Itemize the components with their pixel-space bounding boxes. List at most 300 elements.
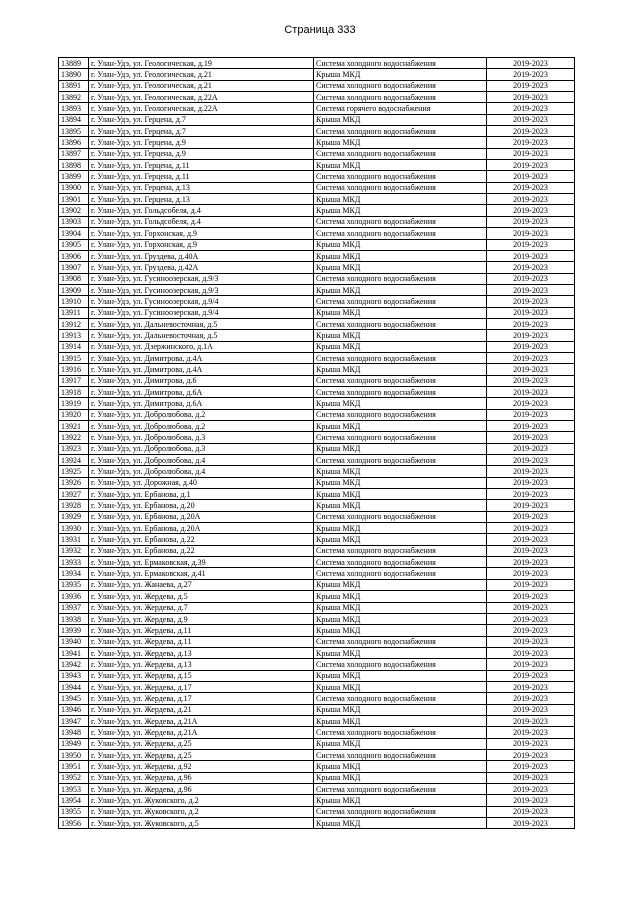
- table-row: [59, 670, 575, 681]
- address-cell: г. Улан-Удэ, ул. Геологическая, д.22А: [89, 92, 314, 103]
- work-type-cell: Система холодного водоснабжения: [314, 545, 487, 556]
- work-type-cell: Система холодного водоснабжения: [314, 784, 487, 795]
- period-cell: 2019-2023: [487, 92, 575, 103]
- row-number-cell: 13943: [59, 670, 89, 681]
- row-number-cell: 13929: [59, 511, 89, 522]
- table-row: [59, 398, 575, 409]
- period-cell: 2019-2023: [487, 670, 575, 681]
- row-number-cell: 13902: [59, 205, 89, 216]
- work-type-cell: Система холодного водоснабжения: [314, 148, 487, 159]
- period-cell: 2019-2023: [487, 738, 575, 749]
- work-type-cell: Крыша МКД: [314, 398, 487, 409]
- period-cell: 2019-2023: [487, 137, 575, 148]
- address-cell: г. Улан-Удэ, ул. Дзержинского, д.1А: [89, 341, 314, 352]
- address-cell: г. Улан-Удэ, ул. Ербанова, д.22: [89, 545, 314, 556]
- work-type-cell: Крыша МКД: [314, 466, 487, 477]
- table-row: [59, 772, 575, 783]
- period-cell: 2019-2023: [487, 126, 575, 137]
- period-cell: 2019-2023: [487, 296, 575, 307]
- address-cell: г. Улан-Удэ, ул. Герцена, д.11: [89, 171, 314, 182]
- address-cell: г. Улан-Удэ, ул. Жердева, д.13: [89, 647, 314, 658]
- row-number-cell: 13916: [59, 364, 89, 375]
- period-cell: 2019-2023: [487, 443, 575, 454]
- table-row: [59, 126, 575, 137]
- row-number-cell: 13932: [59, 545, 89, 556]
- period-cell: 2019-2023: [487, 500, 575, 511]
- work-type-cell: Крыша МКД: [314, 715, 487, 726]
- row-number-cell: 13944: [59, 681, 89, 692]
- row-number-cell: 13909: [59, 284, 89, 295]
- row-number-cell: 13892: [59, 92, 89, 103]
- work-type-cell: Система холодного водоснабжения: [314, 92, 487, 103]
- table-row: [59, 262, 575, 273]
- table-row: [59, 284, 575, 295]
- table-row: [59, 92, 575, 103]
- period-cell: 2019-2023: [487, 761, 575, 772]
- row-number-cell: 13936: [59, 591, 89, 602]
- table-row: [59, 557, 575, 568]
- period-cell: 2019-2023: [487, 659, 575, 670]
- row-number-cell: 13924: [59, 455, 89, 466]
- period-cell: 2019-2023: [487, 114, 575, 125]
- work-type-cell: Система холодного водоснабжения: [314, 749, 487, 760]
- row-number-cell: 13921: [59, 421, 89, 432]
- row-number-cell: 13896: [59, 137, 89, 148]
- work-type-cell: Крыша МКД: [314, 500, 487, 511]
- period-cell: 2019-2023: [487, 341, 575, 352]
- work-type-cell: Крыша МКД: [314, 761, 487, 772]
- row-number-cell: 13904: [59, 228, 89, 239]
- address-cell: г. Улан-Удэ, ул. Жуковского, д.5: [89, 818, 314, 829]
- row-number-cell: 13927: [59, 489, 89, 500]
- period-cell: 2019-2023: [487, 194, 575, 205]
- period-cell: 2019-2023: [487, 409, 575, 420]
- table-row: [59, 568, 575, 579]
- work-type-cell: Система холодного водоснабжения: [314, 216, 487, 227]
- work-type-cell: Система холодного водоснабжения: [314, 727, 487, 738]
- address-cell: г. Улан-Удэ, ул. Добролюбова, д.4: [89, 466, 314, 477]
- table-row: [59, 693, 575, 704]
- table-row: [59, 432, 575, 443]
- work-type-cell: Крыша МКД: [314, 194, 487, 205]
- table-row: [59, 386, 575, 397]
- work-type-cell: Крыша МКД: [314, 477, 487, 488]
- table-row: [59, 704, 575, 715]
- work-type-cell: Система холодного водоснабжения: [314, 659, 487, 670]
- work-type-cell: Система холодного водоснабжения: [314, 352, 487, 363]
- row-number-cell: 13938: [59, 613, 89, 624]
- period-cell: 2019-2023: [487, 182, 575, 193]
- period-cell: 2019-2023: [487, 330, 575, 341]
- row-number-cell: 13955: [59, 806, 89, 817]
- address-cell: г. Улан-Удэ, ул. Герцена, д.9: [89, 148, 314, 159]
- row-number-cell: 13907: [59, 262, 89, 273]
- row-number-cell: 13949: [59, 738, 89, 749]
- row-number-cell: 13940: [59, 636, 89, 647]
- period-cell: 2019-2023: [487, 534, 575, 545]
- address-cell: г. Улан-Удэ, ул. Геологическая, д.21: [89, 80, 314, 91]
- period-cell: 2019-2023: [487, 727, 575, 738]
- period-cell: 2019-2023: [487, 625, 575, 636]
- work-type-cell: Крыша МКД: [314, 681, 487, 692]
- work-type-cell: Система холодного водоснабжения: [314, 636, 487, 647]
- row-number-cell: 13946: [59, 704, 89, 715]
- period-cell: 2019-2023: [487, 568, 575, 579]
- row-number-cell: 13890: [59, 69, 89, 80]
- table-row: [59, 489, 575, 500]
- table-row: [59, 375, 575, 386]
- address-cell: г. Улан-Удэ, ул. Жердева, д.15: [89, 670, 314, 681]
- work-type-cell: Крыша МКД: [314, 704, 487, 715]
- table-row: [59, 749, 575, 760]
- row-number-cell: 13901: [59, 194, 89, 205]
- row-number-cell: 13922: [59, 432, 89, 443]
- row-number-cell: 13939: [59, 625, 89, 636]
- work-type-cell: Система горячего водоснабжения: [314, 103, 487, 114]
- table-row: [59, 523, 575, 534]
- period-cell: 2019-2023: [487, 636, 575, 647]
- work-type-cell: Крыша МКД: [314, 489, 487, 500]
- period-cell: 2019-2023: [487, 375, 575, 386]
- work-type-cell: Система холодного водоснабжения: [314, 375, 487, 386]
- table-row: [59, 727, 575, 738]
- work-type-cell: Крыша МКД: [314, 613, 487, 624]
- period-cell: 2019-2023: [487, 557, 575, 568]
- row-number-cell: 13925: [59, 466, 89, 477]
- work-type-cell: Система холодного водоснабжения: [314, 318, 487, 329]
- period-cell: 2019-2023: [487, 818, 575, 829]
- work-type-cell: Крыша МКД: [314, 364, 487, 375]
- address-cell: г. Улан-Удэ, ул. Гусиноозерская, д.9/4: [89, 307, 314, 318]
- work-type-cell: Крыша МКД: [314, 795, 487, 806]
- period-cell: 2019-2023: [487, 591, 575, 602]
- period-cell: 2019-2023: [487, 239, 575, 250]
- row-number-cell: 13905: [59, 239, 89, 250]
- table-row: [59, 761, 575, 772]
- work-type-cell: Система холодного водоснабжения: [314, 182, 487, 193]
- address-cell: г. Улан-Удэ, ул. Жуковского, д.2: [89, 806, 314, 817]
- table-row: [59, 647, 575, 658]
- address-cell: г. Улан-Удэ, ул. Жердева, д.13: [89, 659, 314, 670]
- work-type-cell: Крыша МКД: [314, 591, 487, 602]
- work-type-cell: Крыша МКД: [314, 647, 487, 658]
- work-type-cell: Крыша МКД: [314, 137, 487, 148]
- table-row: [59, 205, 575, 216]
- address-cell: г. Улан-Удэ, ул. Груздева, д.40А: [89, 250, 314, 261]
- table-row: [59, 160, 575, 171]
- table-row: [59, 738, 575, 749]
- address-cell: г. Улан-Удэ, ул. Добролюбова, д.2: [89, 421, 314, 432]
- work-type-cell: Система холодного водоснабжения: [314, 386, 487, 397]
- address-cell: г. Улан-Удэ, ул. Дальневосточная, д.5: [89, 330, 314, 341]
- address-cell: г. Улан-Удэ, ул. Дальневосточная, д.5: [89, 318, 314, 329]
- row-number-cell: 13952: [59, 772, 89, 783]
- period-cell: 2019-2023: [487, 148, 575, 159]
- table-row: [59, 341, 575, 352]
- row-number-cell: 13933: [59, 557, 89, 568]
- work-type-cell: Система холодного водоснабжения: [314, 557, 487, 568]
- row-number-cell: 13948: [59, 727, 89, 738]
- table-row: [59, 58, 575, 69]
- row-number-cell: 13913: [59, 330, 89, 341]
- work-type-cell: Система холодного водоснабжения: [314, 693, 487, 704]
- period-cell: 2019-2023: [487, 806, 575, 817]
- work-type-cell: Система холодного водоснабжения: [314, 58, 487, 69]
- period-cell: 2019-2023: [487, 205, 575, 216]
- period-cell: 2019-2023: [487, 432, 575, 443]
- work-type-cell: Крыша МКД: [314, 205, 487, 216]
- address-cell: г. Улан-Удэ, ул. Жердева, д.92: [89, 761, 314, 772]
- registry-table-body: [59, 58, 575, 829]
- work-type-cell: Крыша МКД: [314, 307, 487, 318]
- table-row: [59, 806, 575, 817]
- address-cell: г. Улан-Удэ, ул. Жердева, д.96: [89, 784, 314, 795]
- address-cell: г. Улан-Удэ, ул. Геологическая, д.19: [89, 58, 314, 69]
- row-number-cell: 13935: [59, 579, 89, 590]
- address-cell: г. Улан-Удэ, ул. Гольдсобеля, д.4: [89, 216, 314, 227]
- period-cell: 2019-2023: [487, 545, 575, 556]
- work-type-cell: Крыша МКД: [314, 69, 487, 80]
- page-title: Страница 333: [284, 24, 356, 36]
- address-cell: г. Улан-Удэ, ул. Жердева, д.21А: [89, 715, 314, 726]
- table-row: [59, 318, 575, 329]
- row-number-cell: 13894: [59, 114, 89, 125]
- work-type-cell: Крыша МКД: [314, 602, 487, 613]
- address-cell: г. Улан-Удэ, ул. Димитрова, д.6А: [89, 386, 314, 397]
- row-number-cell: 13919: [59, 398, 89, 409]
- address-cell: г. Улан-Удэ, ул. Горхонская, д.9: [89, 228, 314, 239]
- period-cell: 2019-2023: [487, 784, 575, 795]
- period-cell: 2019-2023: [487, 307, 575, 318]
- address-cell: г. Улан-Удэ, ул. Гусиноозерская, д.9/3: [89, 273, 314, 284]
- address-cell: г. Улан-Удэ, ул. Ермаковская, д.39: [89, 557, 314, 568]
- period-cell: 2019-2023: [487, 216, 575, 227]
- period-cell: 2019-2023: [487, 318, 575, 329]
- table-row: [59, 250, 575, 261]
- row-number-cell: 13931: [59, 534, 89, 545]
- table-row: [59, 613, 575, 624]
- address-cell: г. Улан-Удэ, ул. Жердева, д.11: [89, 636, 314, 647]
- work-type-cell: Крыша МКД: [314, 239, 487, 250]
- row-number-cell: 13900: [59, 182, 89, 193]
- address-cell: г. Улан-Удэ, ул. Жердева, д.21А: [89, 727, 314, 738]
- work-type-cell: Крыша МКД: [314, 114, 487, 125]
- work-type-cell: Крыша МКД: [314, 262, 487, 273]
- row-number-cell: 13947: [59, 715, 89, 726]
- work-type-cell: Крыша МКД: [314, 341, 487, 352]
- address-cell: г. Улан-Удэ, ул. Груздева, д.42А: [89, 262, 314, 273]
- address-cell: г. Улан-Удэ, ул. Жердева, д.25: [89, 749, 314, 760]
- period-cell: 2019-2023: [487, 647, 575, 658]
- period-cell: 2019-2023: [487, 352, 575, 363]
- address-cell: г. Улан-Удэ, ул. Жердева, д.11: [89, 625, 314, 636]
- table-row: [59, 579, 575, 590]
- address-cell: г. Улан-Удэ, ул. Жердева, д.9: [89, 613, 314, 624]
- row-number-cell: 13910: [59, 296, 89, 307]
- table-row: [59, 659, 575, 670]
- row-number-cell: 13908: [59, 273, 89, 284]
- row-number-cell: 13899: [59, 171, 89, 182]
- period-cell: 2019-2023: [487, 715, 575, 726]
- table-row: [59, 466, 575, 477]
- address-cell: г. Улан-Удэ, ул. Герцена, д.11: [89, 160, 314, 171]
- table-row: [59, 795, 575, 806]
- work-type-cell: Система холодного водоснабжения: [314, 806, 487, 817]
- period-cell: 2019-2023: [487, 273, 575, 284]
- row-number-cell: 13893: [59, 103, 89, 114]
- table-row: [59, 352, 575, 363]
- period-cell: 2019-2023: [487, 613, 575, 624]
- work-type-cell: Крыша МКД: [314, 523, 487, 534]
- table-row: [59, 273, 575, 284]
- address-cell: г. Улан-Удэ, ул. Гусиноозерская, д.9/3: [89, 284, 314, 295]
- table-row: [59, 534, 575, 545]
- address-cell: г. Улан-Удэ, ул. Жуковского, д.2: [89, 795, 314, 806]
- table-row: [59, 636, 575, 647]
- table-row: [59, 194, 575, 205]
- table-row: [59, 216, 575, 227]
- address-cell: г. Улан-Удэ, ул. Герцена, д.13: [89, 194, 314, 205]
- row-number-cell: 13897: [59, 148, 89, 159]
- address-cell: г. Улан-Удэ, ул. Ербанова, д.20А: [89, 511, 314, 522]
- work-type-cell: Система холодного водоснабжения: [314, 126, 487, 137]
- address-cell: г. Улан-Удэ, ул. Гусиноозерская, д.9/4: [89, 296, 314, 307]
- period-cell: 2019-2023: [487, 386, 575, 397]
- address-cell: г. Улан-Удэ, ул. Добролюбова, д.4: [89, 455, 314, 466]
- period-cell: 2019-2023: [487, 523, 575, 534]
- work-type-cell: Система холодного водоснабжения: [314, 273, 487, 284]
- period-cell: 2019-2023: [487, 80, 575, 91]
- work-type-cell: Система холодного водоснабжения: [314, 455, 487, 466]
- table-row: [59, 784, 575, 795]
- table-row: [59, 103, 575, 114]
- address-cell: г. Улан-Удэ, ул. Жердева, д.17: [89, 681, 314, 692]
- period-cell: 2019-2023: [487, 262, 575, 273]
- table-row: [59, 625, 575, 636]
- period-cell: 2019-2023: [487, 398, 575, 409]
- address-cell: г. Улан-Удэ, ул. Добролюбова, д.2: [89, 409, 314, 420]
- work-type-cell: Крыша МКД: [314, 818, 487, 829]
- row-number-cell: 13941: [59, 647, 89, 658]
- address-cell: г. Улан-Удэ, ул. Гольдсобеля, д.4: [89, 205, 314, 216]
- table-row: [59, 182, 575, 193]
- table-row: [59, 715, 575, 726]
- address-cell: г. Улан-Удэ, ул. Жердева, д.21: [89, 704, 314, 715]
- table-row: [59, 307, 575, 318]
- period-cell: 2019-2023: [487, 69, 575, 80]
- period-cell: 2019-2023: [487, 749, 575, 760]
- row-number-cell: 13942: [59, 659, 89, 670]
- row-number-cell: 13898: [59, 160, 89, 171]
- row-number-cell: 13911: [59, 307, 89, 318]
- row-number-cell: 13895: [59, 126, 89, 137]
- address-cell: г. Улан-Удэ, ул. Димитрова, д.4А: [89, 352, 314, 363]
- address-cell: г. Улан-Удэ, ул. Жердева, д.96: [89, 772, 314, 783]
- address-cell: г. Улан-Удэ, ул. Ербанова, д.20: [89, 500, 314, 511]
- period-cell: 2019-2023: [487, 795, 575, 806]
- registry-table: [58, 57, 575, 829]
- table-row: [59, 477, 575, 488]
- table-row: [59, 511, 575, 522]
- address-cell: г. Улан-Удэ, ул. Горхонская, д.9: [89, 239, 314, 250]
- row-number-cell: 13903: [59, 216, 89, 227]
- table-row: [59, 364, 575, 375]
- row-number-cell: 13918: [59, 386, 89, 397]
- table-row: [59, 228, 575, 239]
- period-cell: 2019-2023: [487, 704, 575, 715]
- work-type-cell: Система холодного водоснабжения: [314, 568, 487, 579]
- address-cell: г. Улан-Удэ, ул. Ербанова, д.1: [89, 489, 314, 500]
- address-cell: г. Улан-Удэ, ул. Жердева, д.25: [89, 738, 314, 749]
- row-number-cell: 13934: [59, 568, 89, 579]
- work-type-cell: Крыша МКД: [314, 579, 487, 590]
- address-cell: г. Улан-Удэ, ул. Жердева, д.17: [89, 693, 314, 704]
- table-row: [59, 455, 575, 466]
- table-row: [59, 421, 575, 432]
- period-cell: 2019-2023: [487, 693, 575, 704]
- row-number-cell: 13926: [59, 477, 89, 488]
- period-cell: 2019-2023: [487, 421, 575, 432]
- address-cell: г. Улан-Удэ, ул. Ермаковская, д.41: [89, 568, 314, 579]
- period-cell: 2019-2023: [487, 579, 575, 590]
- period-cell: 2019-2023: [487, 160, 575, 171]
- work-type-cell: Крыша МКД: [314, 534, 487, 545]
- period-cell: 2019-2023: [487, 58, 575, 69]
- period-cell: 2019-2023: [487, 250, 575, 261]
- work-type-cell: Крыша МКД: [314, 625, 487, 636]
- work-type-cell: Крыша МКД: [314, 738, 487, 749]
- row-number-cell: 13891: [59, 80, 89, 91]
- address-cell: г. Улан-Удэ, ул. Геологическая, д.21: [89, 69, 314, 80]
- table-row: [59, 148, 575, 159]
- table-row: [59, 296, 575, 307]
- work-type-cell: Система холодного водоснабжения: [314, 409, 487, 420]
- row-number-cell: 13912: [59, 318, 89, 329]
- table-row: [59, 239, 575, 250]
- row-number-cell: 13889: [59, 58, 89, 69]
- work-type-cell: Система холодного водоснабжения: [314, 228, 487, 239]
- period-cell: 2019-2023: [487, 602, 575, 613]
- row-number-cell: 13950: [59, 749, 89, 760]
- address-cell: г. Улан-Удэ, ул. Герцена, д.7: [89, 114, 314, 125]
- period-cell: 2019-2023: [487, 772, 575, 783]
- period-cell: 2019-2023: [487, 171, 575, 182]
- period-cell: 2019-2023: [487, 466, 575, 477]
- work-type-cell: Крыша МКД: [314, 421, 487, 432]
- period-cell: 2019-2023: [487, 364, 575, 375]
- period-cell: 2019-2023: [487, 511, 575, 522]
- work-type-cell: Система холодного водоснабжения: [314, 511, 487, 522]
- row-number-cell: 13928: [59, 500, 89, 511]
- address-cell: г. Улан-Удэ, ул. Димитрова, д.6А: [89, 398, 314, 409]
- row-number-cell: 13914: [59, 341, 89, 352]
- address-cell: г. Улан-Удэ, ул. Герцена, д.9: [89, 137, 314, 148]
- row-number-cell: 13937: [59, 602, 89, 613]
- period-cell: 2019-2023: [487, 228, 575, 239]
- table-row: [59, 602, 575, 613]
- period-cell: 2019-2023: [487, 455, 575, 466]
- row-number-cell: 13915: [59, 352, 89, 363]
- address-cell: г. Улан-Удэ, ул. Геологическая, д.22А: [89, 103, 314, 114]
- address-cell: г. Улан-Удэ, ул. Добролюбова, д.3: [89, 443, 314, 454]
- address-cell: г. Улан-Удэ, ул. Ербанова, д.22: [89, 534, 314, 545]
- table-row: [59, 818, 575, 829]
- address-cell: г. Улан-Удэ, ул. Жанаева, д.27: [89, 579, 314, 590]
- table-row: [59, 330, 575, 341]
- table-row: [59, 591, 575, 602]
- address-cell: г. Улан-Удэ, ул. Димитрова, д.6: [89, 375, 314, 386]
- period-cell: 2019-2023: [487, 284, 575, 295]
